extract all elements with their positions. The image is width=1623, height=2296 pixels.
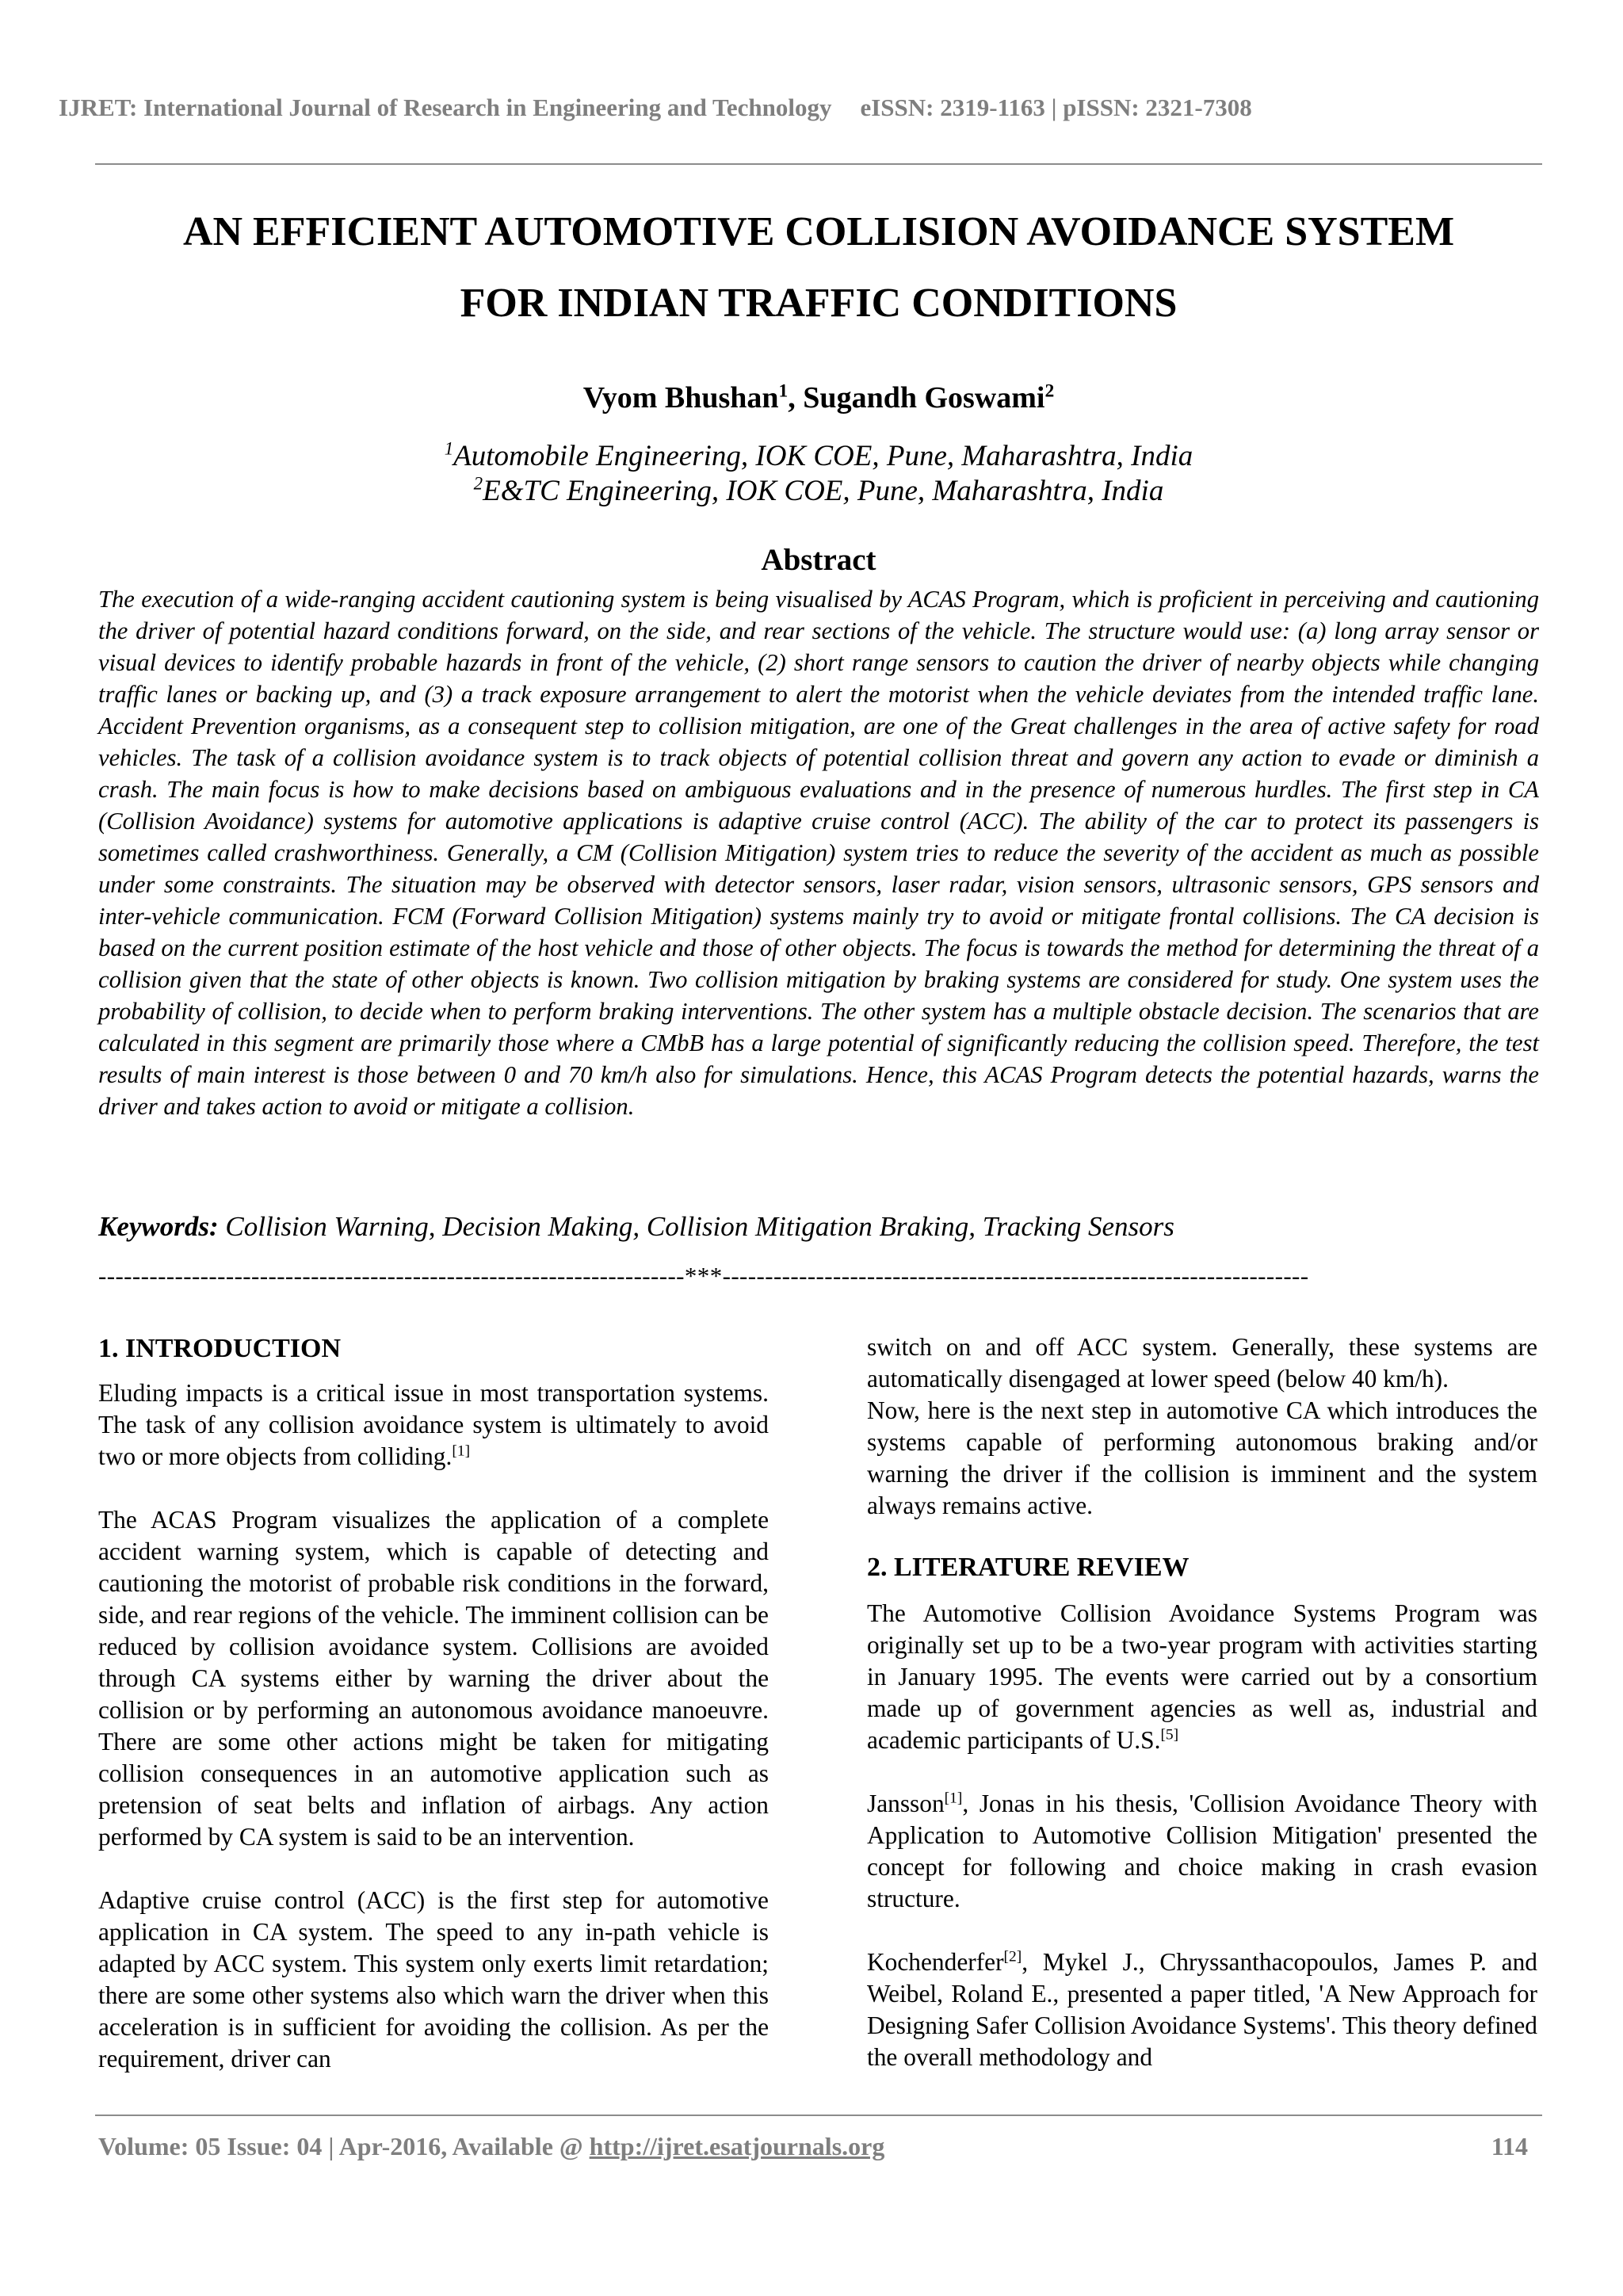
- paragraph: The ACAS Program visualizes the application of a complete accident warning system, which is capable of detecting and cautioning the motorist of probable risk conditions in the forward, side, and rear regions of the vehicle. The imminent collision can be reduced by collision avoidance system. Collisions are avoided through CA systems either by warning the driver about the collision or by performing an autonomous avoidance manoeuvre. There are some other actions might be taken for mitigating collision consequences in an automotive application such as pretension of seat belts and inflation of airbags. Any action performed by CA system is said to be an intervention.: [98, 1506, 769, 1851]
- affiliation-1: [95, 439, 1542, 474]
- citation: [2]: [1003, 1948, 1022, 1966]
- running-header: [59, 94, 1564, 122]
- right-column: [867, 1331, 1537, 2073]
- author-name: Sugandh Goswami: [803, 381, 1045, 415]
- left-column: [98, 1331, 769, 2075]
- paragraph: [867, 1788, 1537, 1915]
- author-list: [95, 380, 1542, 415]
- section-heading-literature-review: 2. LITERATURE REVIEW: [867, 1553, 1190, 1582]
- cited-author: Kochenderfer: [867, 1948, 1004, 1976]
- paragraph-text: The Automotive Collision Avoidance Systems Program was originally set up to be a two-year program with activities starting in January 1995. The events were carried out by a consortium made up of government agencies as well as, industrial and academic participants of U.S.: [867, 1599, 1537, 1754]
- journal-name: IJRET: International Journal of Research in Engineering and Technology: [59, 94, 832, 121]
- affiliation-mark: 2: [473, 473, 483, 494]
- abstract-body: The execution of a wide-ranging accident cautioning system is being visualised by ACAS Program, which is proficient in perceiving and cautioning the driver of potential hazard conditions forward, on the side, and rear sections of the vehicle. The structure would use: (a) long array sensor or visual devices to identify probable hazards in front of the vehicle, (2) short range sensors to caution the driver of nearby objects while changing traffic lanes or backing up, and (3) a track exposure arrangement to alert the motorist when the vehicle deviates from the intended traffic lane. Accident Prevention organisms, as a consequent step to collision mitigation, are one of the Great challenges in the area of active safety for road vehicles. The task of a collision avoidance system is to track objects of potential collision threat and govern any action to evade or diminish a crash. The main focus is how to make decisions based on ambiguous evaluations and in the presence of numerous hurdles. The first step in CA (Collision Avoidance) systems for automotive applications is adaptive cruise control (ACC). The ability of the car to protect its passengers is sometimes called crashworthiness. Generally, a CM (Collision Mitigation) system tries to reduce the severity of the accident as much as possible under some constraints. The situation may be observed with detector sensors, laser radar, vision sensors, ultrasonic sensors, GPS sensors and inter-vehicle communication. FCM (Forward Collision Mitigation) systems mainly try to avoid or mitigate frontal collisions. The CA decision is based on the current position estimate of the host vehicle and those of other objects. The focus is towards the method for determining the threat of a collision given that the state of other objects is known. Two collision mitigation by braking systems are considered for study. One system uses the probability of collision, to decide when to perform braking interventions. The other system has a multiple obstacle decision. The scenarios that are calculated in this segment are primarily those where a CMbB has a large potential of significantly reducing the collision speed. Therefore, the test results of main interest is those between 0 and 70 km/h also for simulations. Hence, this ACAS Program detects the potential hazards, warns the driver and takes action to avoid or mitigate a collision.: [98, 586, 1539, 1120]
- journal-url-link[interactable]: http://ijret.esatjournals.org: [589, 2132, 885, 2160]
- keywords-label: Keywords:: [98, 1211, 219, 1242]
- running-footer: [98, 2132, 1539, 2161]
- keywords-line: [98, 1211, 1539, 1243]
- keywords-text: Collision Warning, Decision Making, Collision Mitigation Braking, Tracking Sensors: [218, 1211, 1174, 1242]
- paragraph-text: , Jonas in his thesis, 'Collision Avoidance Theory with Application to Automotive Collision Mitigation' presented the concept for following and choice making in crash evasion structure.: [867, 1790, 1537, 1912]
- affiliation-text: E&TC Engineering, IOK COE, Pune, Maharashtra, India: [483, 475, 1164, 507]
- page-number: 114: [1491, 2132, 1528, 2160]
- paragraph: [98, 1377, 769, 1473]
- citation: [1]: [452, 1442, 471, 1460]
- paragraph: Now, here is the next step in automotive CA which introduces the systems capable of performing autonomous braking and/or warning the driver if the collision is imminent and the system always remains active.: [867, 1396, 1537, 1519]
- section-divider: ---------------------------------------------------------------------***---------------------------------------------------------------------: [98, 1262, 1309, 1289]
- author-separator: ,: [788, 381, 804, 415]
- paragraph-text: , Mykel J., Chryssanthacopoulos, James P. and Weibel, Roland E., presented a paper titled, 'A New Approach for Designing Safer Collision Avoidance Systems'. This theory defined the overall methodology and: [867, 1948, 1537, 2071]
- cited-author: Jansson: [867, 1790, 945, 1817]
- title-line-1: AN EFFICIENT AUTOMOTIVE COLLISION AVOIDANCE SYSTEM: [182, 209, 1455, 254]
- footer-rule: [95, 2115, 1542, 2116]
- volume-info: Volume: 05 Issue: 04 | Apr-2016, Available @: [98, 2132, 590, 2160]
- title-line-2: FOR INDIAN TRAFFIC CONDITIONS: [460, 281, 1178, 326]
- paper-title: [95, 197, 1542, 339]
- author-affiliation-mark: 1: [778, 380, 789, 402]
- paragraph: [867, 1598, 1537, 1756]
- author-affiliation-mark: 2: [1044, 380, 1055, 402]
- section-heading-introduction: 1. INTRODUCTION: [98, 1334, 342, 1363]
- affiliation-text: Automobile Engineering, IOK COE, Pune, Maharashtra, India: [453, 440, 1193, 472]
- paragraph-text: Eluding impacts is a critical issue in most transportation systems. The task of any collision avoidance system is ultimately to avoid two or more objects from colliding.: [98, 1379, 769, 1470]
- paragraph: switch on and off ACC system. Generally, these systems are automatically disengaged at lower speed (below 40 km/h).: [867, 1333, 1537, 1392]
- paragraph: [867, 1946, 1537, 2073]
- citation: [1]: [944, 1790, 963, 1807]
- header-rule: [95, 163, 1542, 165]
- citation: [5]: [1160, 1726, 1179, 1744]
- author-name: Vyom Bhushan: [582, 381, 779, 415]
- abstract-heading: Abstract: [761, 543, 876, 577]
- paragraph: Adaptive cruise control (ACC) is the first step for automotive application in CA system. The speed to any in-path vehicle is adapted by ACC system. This system only exerts limit retardation; there are some other systems also which warn the driver when this acceleration is in sufficient for avoiding the collision. As per the requirement, driver can: [98, 1886, 769, 2073]
- issn-info: eISSN: 2319-1163 | pISSN: 2321-7308: [860, 94, 1252, 121]
- affiliation-mark: 1: [444, 438, 454, 459]
- affiliation-2: [95, 474, 1542, 509]
